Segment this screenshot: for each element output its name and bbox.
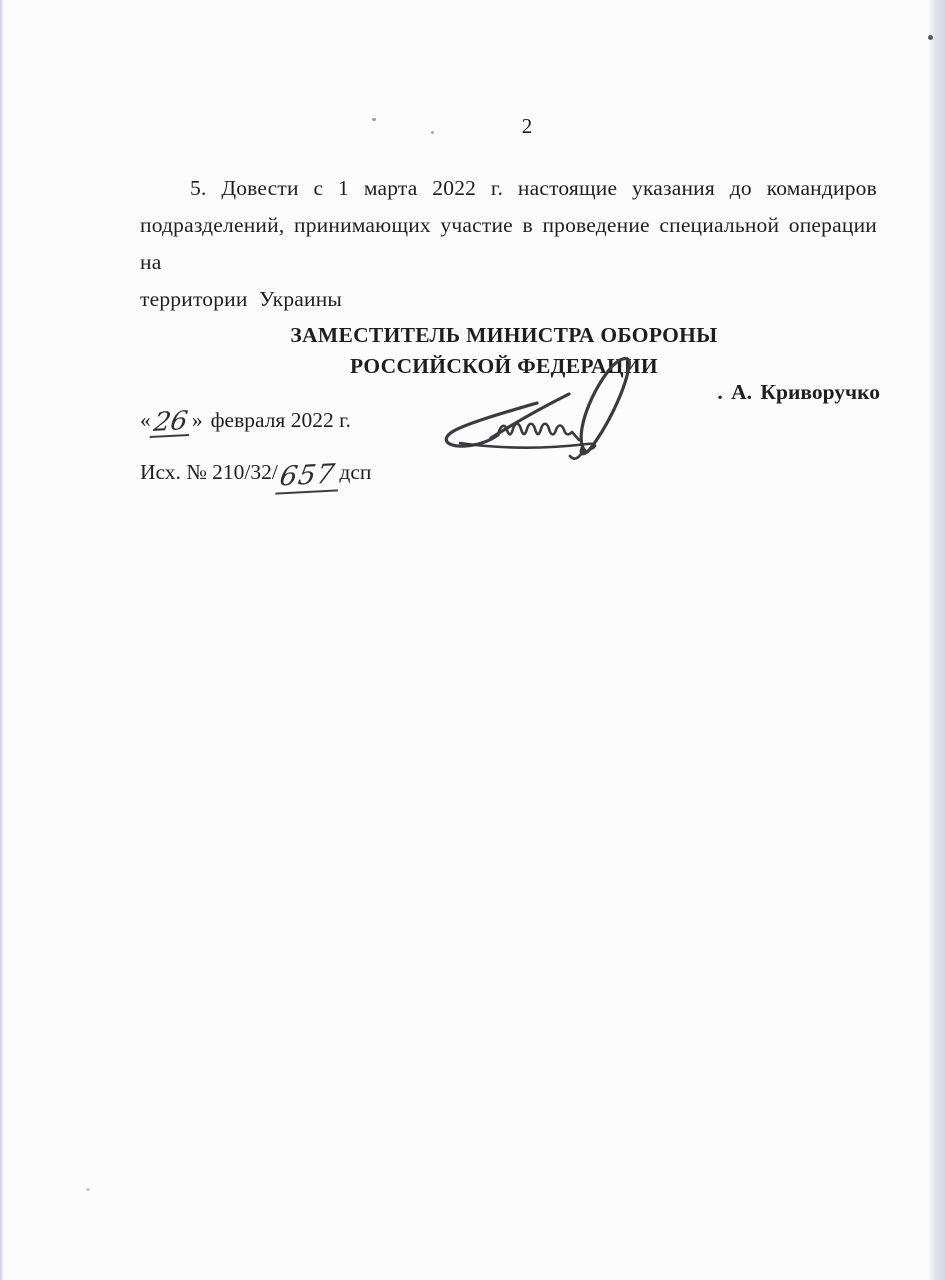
page-edge-left-shadow <box>0 0 4 1280</box>
ref-suffix: дсп <box>339 460 372 484</box>
paragraph-line: 5. Довести с 1 марта 2022 г. настоящие указания до командиров <box>190 176 877 200</box>
scan-speck <box>86 1188 90 1191</box>
page-edge-right-shadow <box>928 0 945 1280</box>
scan-speck <box>372 118 376 121</box>
handwritten-day: 26 <box>149 408 193 438</box>
date-close-quote: » <box>191 408 203 432</box>
signoff-title-line1: ЗАМЕСТИТЕЛЬ МИНИСТРА ОБОРОНЫ <box>290 323 718 347</box>
date-text: февраля 2022 г. <box>210 408 351 432</box>
paragraph-line: подразделений, принимающих участие в проведение специальной операции на <box>140 213 877 274</box>
paragraph-line: территории Украины <box>140 287 343 311</box>
handwritten-signature-icon <box>438 350 688 470</box>
scan-speck <box>431 131 434 134</box>
handwritten-ref-number: 657 <box>275 460 342 494</box>
outgoing-ref-line <box>140 460 371 493</box>
date-line <box>140 408 351 437</box>
ref-prefix: Исх. № 210/32/ <box>140 460 278 484</box>
page-number: 2 <box>521 114 533 138</box>
signoff-title-line2: РОССИЙСКОЙ ФЕДЕРАЦИИ <box>350 354 658 378</box>
signer-name: . А. Криворучко <box>717 380 880 404</box>
body-paragraph <box>140 170 877 318</box>
date-open-quote: « <box>140 408 151 432</box>
scan-speck <box>928 35 933 40</box>
